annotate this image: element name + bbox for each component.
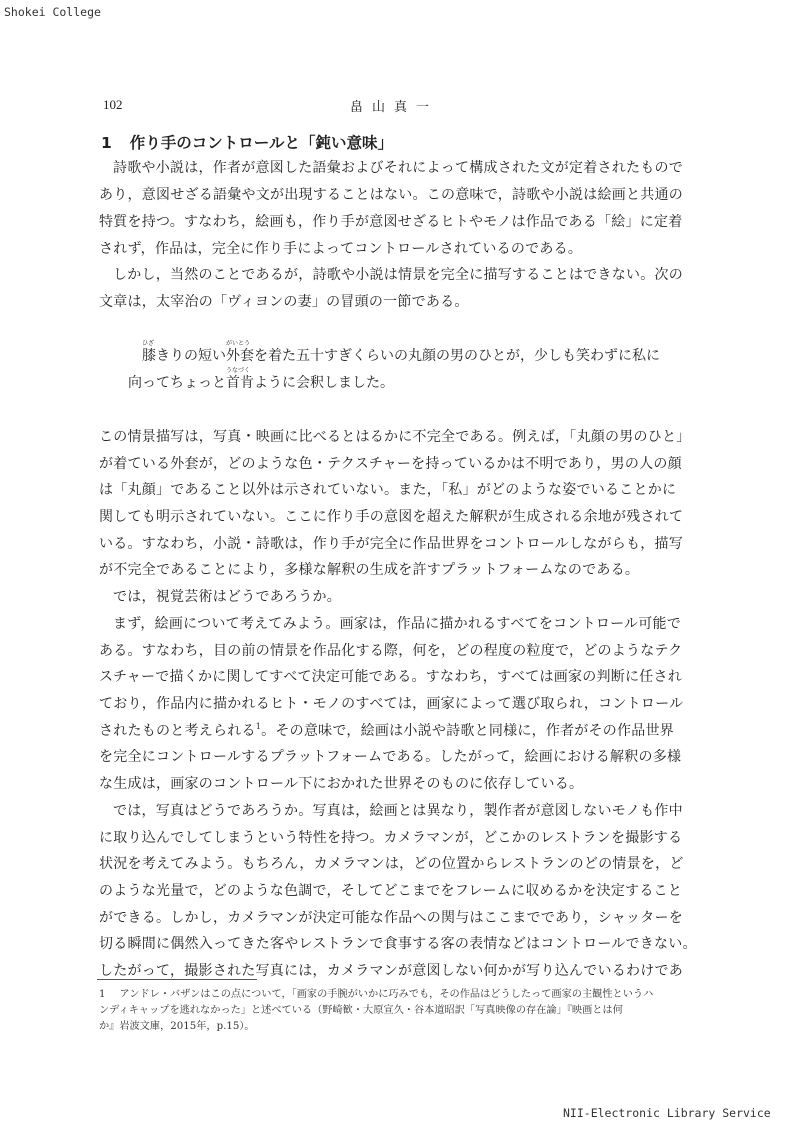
footnote-marker: 1 (99, 989, 106, 1000)
text-line: しかし，当然のことであるが，詩歌や小説は情景を完全に描写することはできない。次の (113, 267, 683, 283)
text-line: 切る瞬間に偶然入ってきた客やレストランで食事する客の表情などはコントロールできない。 (99, 936, 697, 952)
text-line: を完全にコントロールするプラットフォームである。したがって，絵画における解釈の多様 (99, 749, 682, 765)
section-heading (101, 131, 393, 153)
footnote-line-2: ンディキャップを逃れなかった」と述べている（野崎歓・大原宣久・谷本道昭訳「写真映像の存在論」『映画とは何 (99, 1005, 623, 1016)
text-line: あり，意図せざる語彙や文が出現することはない。この意味で，詩歌や小説は絵画と共通の (99, 187, 683, 203)
page-number: 102 (103, 97, 123, 112)
text-line: 状況を考えてみよう。もちろん，カメラマンは，どの位置からレストランのどの情景を，ど (99, 856, 684, 872)
footnote-line-1: 1 アンドレ・バザンはこの点について，「画家の手腕がいかに巧みでも，その作品はどうしたって画家の主観性というハ (99, 989, 654, 1000)
footer-service-label: NII-Electronic Library Service (563, 1106, 771, 1120)
kanji-unazuku: 首肯 (226, 375, 254, 391)
footnote-reference: 1 (255, 722, 262, 731)
institution-label: Shokei College (4, 5, 101, 19)
text-line: 詩歌や小説は，作者が意図した語彙およびそれによって構成された文が定着されたもので (113, 160, 683, 176)
text-line: 関しても明示されていない。ここに作り手の意図を超えた解釈が生成される余地が残されて (99, 509, 684, 525)
text-line: されず，作品は，完全に作り手によってコントロールされているのである。 (99, 241, 583, 257)
text-line-with-note: されたものと考えられる$^1$。その意味で，絵画は小説や詩歌と同様に，作者がその作品世界 (99, 722, 675, 739)
ruby-gaitou: がいとう (226, 340, 251, 347)
ruby-hiza: ひざ (142, 340, 155, 347)
text-line: 特質を持つ。すなわち，絵画も，作り手が意図せざるヒトやモノは作品である「絵」に定着 (99, 214, 683, 230)
text-line: したがって，撮影された写真には，カメラマンが意図しない何かが写り込んでいるわけであ (99, 963, 683, 979)
footnote-line-3: か』岩波文庫，2015年，p.15）。 (99, 1021, 255, 1032)
footnote-rule (97, 979, 257, 980)
quote-line-1: ひざ 膝きりの短い がいとう 外套を着た五十すぎくらいの丸顔の男のひとが，少しも笑わずに私に (142, 340, 660, 364)
text-line: 文章は，太宰治の「ヴィヨンの妻」の冒頭の一節である。 (99, 294, 469, 310)
text-line: スチャーで描くかに関してすべて決定可能である。すなわち，すべては画家の判断に任され (99, 669, 682, 685)
text-line: に取り込んでしてしまうという特性を持つ。カメラマンが，どこかのレストランを撮影する (99, 830, 683, 846)
text-line: この情景描写は，写真・映画に比べるとはるかに不完全である。例えば，「丸顔の男のひと」 (99, 429, 691, 445)
ruby-unazuku: うなづく (226, 367, 251, 374)
text-line: まず，絵画について考えてみよう。画家は，作品に描かれるすべてをコントロール可能で (113, 616, 682, 632)
text-line: ができる。しかし，カメラマンが決定可能な作品への関与はここまでであり，シャッターを (99, 910, 683, 926)
text-line: が着ている外套が，どのような色・テクスチャーを持っているかは不明であり，男の人の顔 (99, 456, 682, 472)
text-line: は「丸顔」であること以外は示されていない。また，「私」がどのような姿でいることかに (99, 482, 677, 498)
text-line: ており，作品内に描かれるヒト・モノのすべては，画家によって選び取られ，コントロール (99, 696, 684, 712)
text-line: な生成は，画家のコントロール下におかれた世界そのものに依存している。 (99, 776, 584, 792)
text-line: のような光量で，どのような色調で，そしてどこまでをフレームに収めるかを決定すること (99, 883, 683, 899)
kanji-hiza: 膝 (142, 348, 156, 364)
text-line: では，視覚芸術はどうであろうか。 (113, 589, 341, 605)
section-title: 作り手のコントロールと「鈍い意味」 (129, 134, 393, 152)
kanji-gaitou: 外套 (226, 348, 254, 364)
text-line: が不完全であることにより，多様な解釈の生成を許すプラットフォームなのである。 (99, 562, 640, 578)
quote-line-2: 向ってちょっと うなづく 首肯ように会釈しました。 (128, 367, 394, 391)
text-line: いる。すなわち，小説・詩歌は，作り手が完全に作品世界をコントロールしながらも，描写 (99, 536, 683, 552)
section-number: 1 (101, 134, 112, 152)
text-line: では，写真はどうであろうか。写真は，絵画とは異なり，製作者が意図しないモノも作中 (113, 803, 683, 819)
text-line: ある。すなわち，目の前の情景を作品化する際，何を，どの程度の粒度で，どのようなテク (99, 643, 683, 659)
running-head-author: 畠山真一 (350, 100, 439, 115)
